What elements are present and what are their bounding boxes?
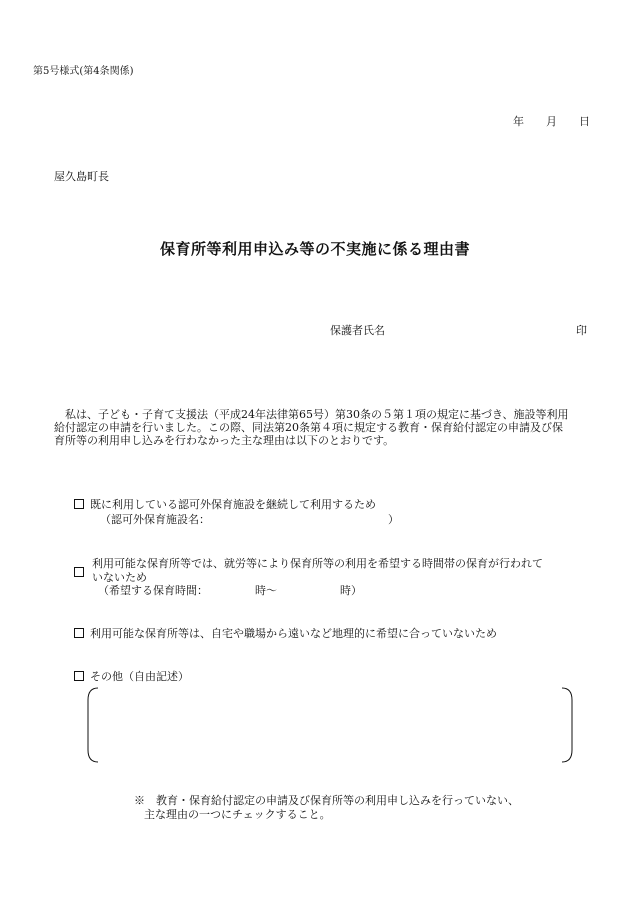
free-text-brackets	[86, 686, 574, 764]
guardian-name-label: 保護者氏名	[330, 324, 385, 337]
addressee: 屋久島町長	[54, 170, 109, 183]
checkbox-time-unavailable[interactable]	[74, 567, 84, 577]
option-time-unavailable-line-1: 利用可能な保育所等では、就労等により保育所等の利用を希望する時間帯の保育が行われて	[92, 557, 543, 570]
statement-paragraph	[54, 408, 594, 447]
date-year: 年	[513, 115, 524, 128]
date-line	[513, 113, 590, 129]
option-other[interactable]	[74, 670, 189, 684]
checkbox-existing-facility[interactable]	[74, 499, 84, 509]
option-location-mismatch[interactable]	[74, 627, 497, 641]
option-existing-facility-label: 既に利用している認可外保育施設を継続して利用するため	[90, 498, 376, 511]
facility-name-label: （認可外保育施設名：	[100, 513, 210, 526]
option-existing-facility[interactable]	[74, 498, 376, 512]
statement-line-3: 育所等の利用申し込みを行わなかった主な理由は以下のとおりです。	[54, 434, 395, 447]
date-month: 月	[546, 115, 557, 128]
statement-line-1: 私は、子ども・子育て支援法（平成24年法律第65号）第30条の５第１項の規定に基づき、施設等利用	[65, 408, 569, 421]
seal-label: 印	[576, 324, 587, 337]
date-day: 日	[579, 115, 590, 128]
statement-line-2: 給付認定の申請を行いました。この際、同法第20条第４項に規定する教育・保育給付認定の申請及び保	[54, 421, 563, 434]
form-number: 第5号様式(第4条関係)	[33, 66, 134, 77]
document-title: 保育所等利用申込み等の不実施に係る理由書	[159, 240, 470, 258]
desired-hours-from: 時～	[255, 584, 277, 597]
checkbox-other[interactable]	[74, 671, 84, 681]
option-location-mismatch-label: 利用可能な保育所等は、自宅や職場から遠いなど地理的に希望に合っていないため	[90, 627, 497, 640]
desired-hours-to: 時）	[340, 584, 362, 597]
option-time-unavailable[interactable]	[74, 566, 90, 580]
footnote-line-2: 主な理由の一つにチェックすること。	[144, 808, 331, 821]
footnote	[134, 794, 519, 822]
checkbox-location-mismatch[interactable]	[74, 628, 84, 638]
facility-name-close: ）	[388, 513, 399, 526]
option-time-unavailable-line-2: いないため	[92, 571, 147, 584]
option-other-label: その他（自由記述）	[90, 670, 189, 683]
desired-hours-label: （希望する保育時間：	[98, 584, 208, 597]
footnote-line-1: ※ 教育・保育給付認定の申請及び保育所等の利用申し込みを行っていない、	[134, 794, 519, 807]
free-text-area[interactable]	[86, 686, 574, 764]
